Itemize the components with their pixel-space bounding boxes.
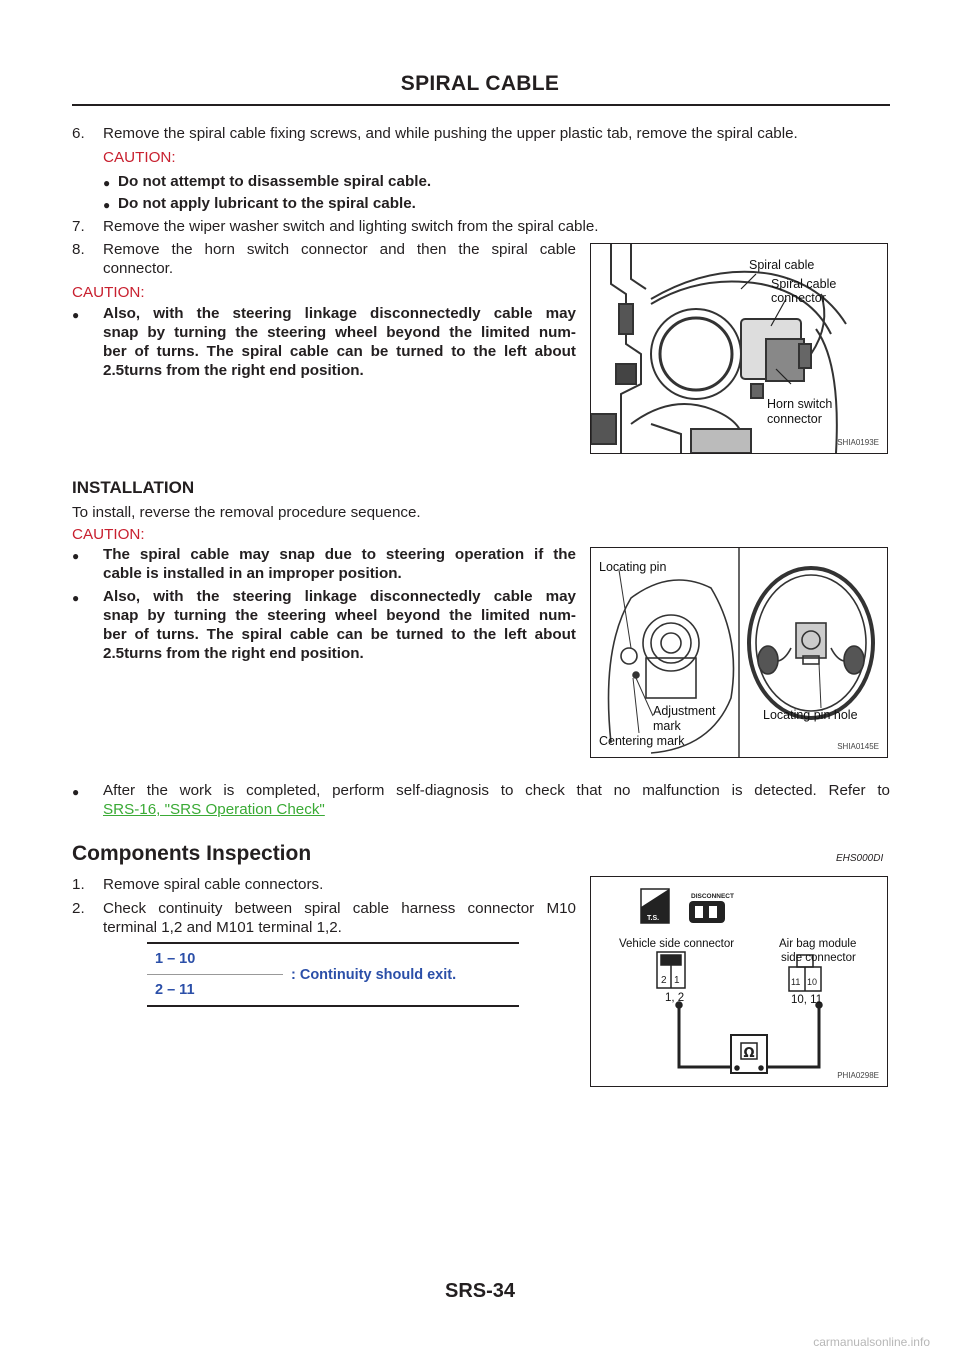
bullet-text: Do not attempt to disassemble spiral cable.	[118, 173, 432, 190]
step-text: Remove the wiper washer switch and lighting switch from the spiral cable.	[103, 218, 599, 235]
step-number: 6.	[72, 125, 85, 142]
label-locating-pin-hole: Locating pin hole	[763, 708, 858, 722]
terminal-pair: 1 – 10	[155, 951, 196, 967]
bullet-line: ber of turns. The spiral cable can be turned to the left about	[103, 626, 576, 643]
step-8	[72, 240, 576, 278]
continuity-table	[147, 942, 519, 1007]
page-number: SRS-34	[444, 1280, 516, 1302]
caution-label: CAUTION:	[72, 526, 145, 543]
pin-label: 10	[807, 977, 818, 987]
step-7	[72, 217, 890, 236]
page-title: SPIRAL CABLE	[400, 72, 560, 95]
figure-id: SHIA0145E	[837, 742, 879, 751]
bullet-line: 2.5turns from the right end position.	[103, 362, 364, 379]
ohm-icon: Ω	[743, 1046, 755, 1061]
bullet-line: snap by turning the steering wheel beyond the limited num-	[103, 607, 576, 624]
step-text-line: terminal 1,2 and M101 terminal 1,2.	[103, 919, 342, 936]
bullet-line: Also, with the steering linkage disconnectedly cable may	[103, 305, 576, 322]
figure-id: PHIA0298E	[837, 1071, 879, 1080]
bullet-line: snap by turning the steering wheel beyond the limited num-	[103, 324, 576, 341]
bullet-line: 2.5turns from the right end position.	[103, 645, 364, 662]
step-number: 8.	[72, 241, 85, 258]
disconnect-icon	[689, 901, 725, 923]
bullet-line: cable is installed in an improper position.	[103, 565, 402, 582]
step-6	[72, 124, 890, 143]
bullet-icon: ●	[72, 308, 80, 322]
caution-bullet	[72, 545, 576, 583]
disconnect-label: DISCONNECT	[691, 893, 734, 900]
watermark: carmanualsonline.info	[813, 1335, 930, 1349]
caution-bullet	[103, 194, 803, 213]
bullet-line: The spiral cable may snap due to steering operation if the	[103, 546, 576, 563]
section-heading-components-inspection: Components Inspection	[72, 842, 312, 865]
srs-operation-check-link[interactable]: SRS-16, "SRS Operation Check"	[103, 801, 325, 818]
bullet-icon: ●	[103, 198, 111, 212]
terminal-pair: 2 – 11	[155, 982, 195, 998]
bullet-icon: ●	[72, 549, 80, 563]
pin-label: 1	[674, 975, 680, 986]
probe-label-right: 10, 11	[791, 994, 823, 1006]
label-air-bag-module: Air bag module	[779, 938, 857, 950]
figure-continuity-check	[590, 876, 888, 1087]
step-text-line: connector.	[103, 260, 174, 277]
after-work-text: After the work is completed, perform self-diagnosis to check that no malfunction is detected. Refer to	[103, 782, 890, 799]
bullet-text: Do not apply lubricant to the spiral cable.	[118, 195, 416, 212]
bullet-icon: ●	[72, 785, 80, 799]
caution-label: CAUTION:	[103, 149, 176, 166]
after-work-note	[72, 781, 890, 819]
label-air-bag-side-connector: side connector	[781, 952, 856, 964]
label-spiral-cable: Spiral cable	[749, 258, 815, 272]
caution-bullet	[72, 304, 576, 380]
step-text: Remove the spiral cable fixing screws, and while pushing the upper plastic tab, remove the spiral cable.	[103, 125, 798, 142]
step-1	[72, 875, 576, 894]
ts-label: T.S.	[647, 915, 660, 922]
step-text: Remove spiral cable connectors.	[103, 876, 324, 893]
probe-label-left: 1, 2	[665, 992, 685, 1004]
label-spiral-cable-connector-2: connector	[771, 291, 826, 305]
step-number: 1.	[72, 876, 85, 893]
pin-label: 11	[791, 977, 801, 987]
label-adjustment-mark: mark	[653, 719, 681, 733]
bullet-line: ber of turns. The spiral cable can be turned to the left about	[103, 343, 576, 360]
installation-intro: To install, reverse the removal procedure sequence.	[72, 504, 421, 521]
step-number: 7.	[72, 218, 85, 235]
pin-label: 2	[661, 975, 667, 986]
label-centering-mark: Centering mark	[599, 734, 685, 748]
figure-id: SHIA0193E	[837, 438, 879, 447]
caution-bullet	[72, 587, 576, 663]
caution-bullet	[103, 172, 803, 191]
label-locating-pin: Locating pin	[599, 560, 667, 574]
label-horn-switch: Horn switch	[767, 397, 833, 411]
bullet-icon: ●	[103, 176, 111, 190]
continuity-diagram	[591, 877, 887, 1086]
section-code: EHS000DI	[836, 853, 884, 864]
label-horn-switch-connector: connector	[767, 412, 822, 426]
header-rule	[72, 104, 890, 106]
section-heading-installation: INSTALLATION	[72, 478, 195, 497]
bullet-icon: ●	[72, 591, 80, 605]
label-adjustment: Adjustment	[653, 704, 716, 718]
step-text-line: Remove the horn switch connector and then the spiral cable	[103, 241, 576, 258]
continuity-result: : Continuity should exit.	[291, 966, 457, 983]
figure-spiral-cable-removal	[590, 243, 888, 454]
caution-label: CAUTION:	[72, 284, 145, 301]
figure-locating-pin	[590, 547, 888, 758]
bullet-line: Also, with the steering linkage disconnectedly cable may	[103, 588, 576, 605]
label-spiral-cable-connector: Spiral cable	[771, 277, 837, 291]
step-text-line: Check continuity between spiral cable harness connector M10	[103, 900, 576, 917]
step-number: 2.	[72, 900, 85, 917]
label-vehicle-side-connector: Vehicle side connector	[619, 938, 735, 950]
locating-pin-illustration	[591, 548, 887, 757]
step-2	[72, 899, 576, 937]
spiral-cable-illustration	[591, 244, 887, 453]
